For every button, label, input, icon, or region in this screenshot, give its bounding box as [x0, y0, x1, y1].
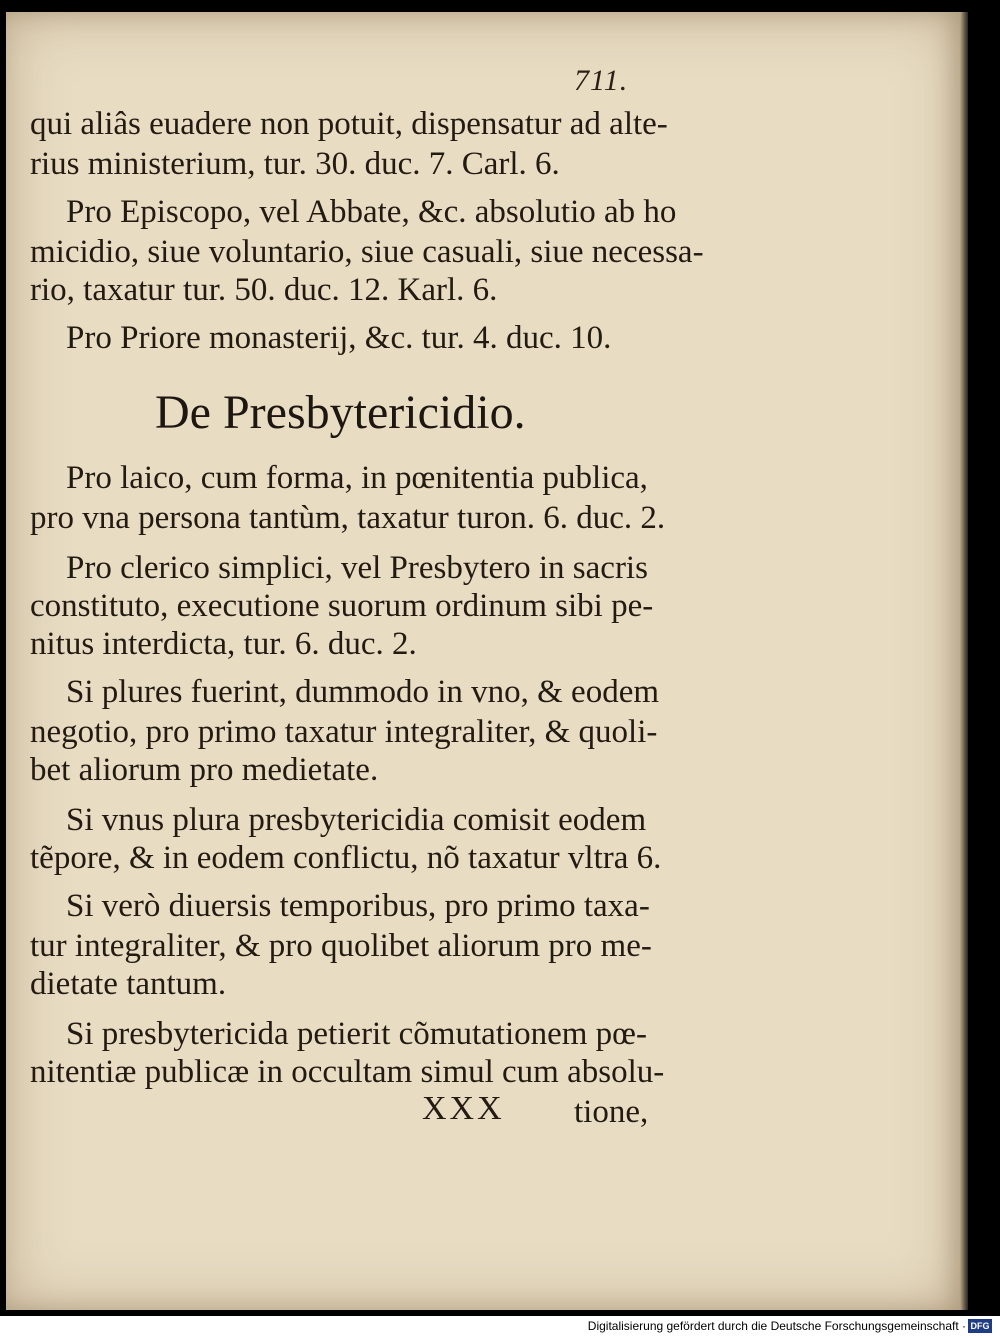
signature-mark: XXX [422, 1090, 505, 1127]
text-line: tur integraliter, & pro quolibet aliorum pro me- [30, 928, 652, 964]
text-line: Si verò diuersis temporibus, pro primo taxa- [66, 888, 650, 924]
catchword: tione, [574, 1094, 649, 1130]
text-line: bet aliorum pro medietate. [30, 752, 379, 788]
text-line: tẽpore, & in eodem conflictu, nõ taxatur vltra 6. [30, 840, 662, 876]
text-line: constituto, executione suorum ordinum sibi pe- [30, 588, 654, 624]
page-number: 711. [574, 64, 629, 97]
text-line: nitentiæ publicæ in occultam simul cum absolu- [30, 1054, 665, 1090]
text-line: Pro clerico simplici, vel Presbytero in sacris [66, 550, 648, 586]
footer-credit: Digitalisierung gefördert durch die Deutsche Forschungsgemeinschaft · [587, 1319, 966, 1333]
text-line: Si vnus plura presbytericidia comisit eodem [66, 802, 647, 838]
text-line: Pro laico, cum forma, in pœnitentia publica, [66, 460, 648, 496]
text-line: rius ministerium, tur. 30. duc. 7. Carl. 6. [30, 146, 560, 182]
section-heading: De Presbytericidio. [155, 386, 526, 439]
text-line: dietate tantum. [30, 966, 227, 1002]
text-line: nitus interdicta, tur. 6. duc. 2. [30, 626, 417, 662]
text-line: negotio, pro primo taxatur integraliter, & quoli- [30, 714, 658, 750]
text-line: Si plures fuerint, dummodo in vno, & eodem [66, 674, 660, 710]
text-line: rio, taxatur tur. 50. duc. 12. Karl. 6. [30, 272, 498, 308]
page-edge [960, 12, 968, 1310]
text-line: micidio, siue voluntario, siue casuali, siue necessa- [30, 234, 704, 270]
text-line: pro vna persona tantùm, taxatur turon. 6. duc. 2. [30, 500, 666, 536]
text-line: Pro Episcopo, vel Abbate, &c. absolutio ab ho [66, 194, 677, 230]
text-line: Si presbytericida petierit cõmutationem pœ- [66, 1016, 647, 1052]
text-line: qui aliâs euadere non potuit, dispensatur ad alte- [30, 106, 668, 142]
text-line: Pro Priore monasterij, &c. tur. 4. duc. 10. [66, 320, 612, 356]
dfg-logo: DFG [968, 1319, 992, 1333]
